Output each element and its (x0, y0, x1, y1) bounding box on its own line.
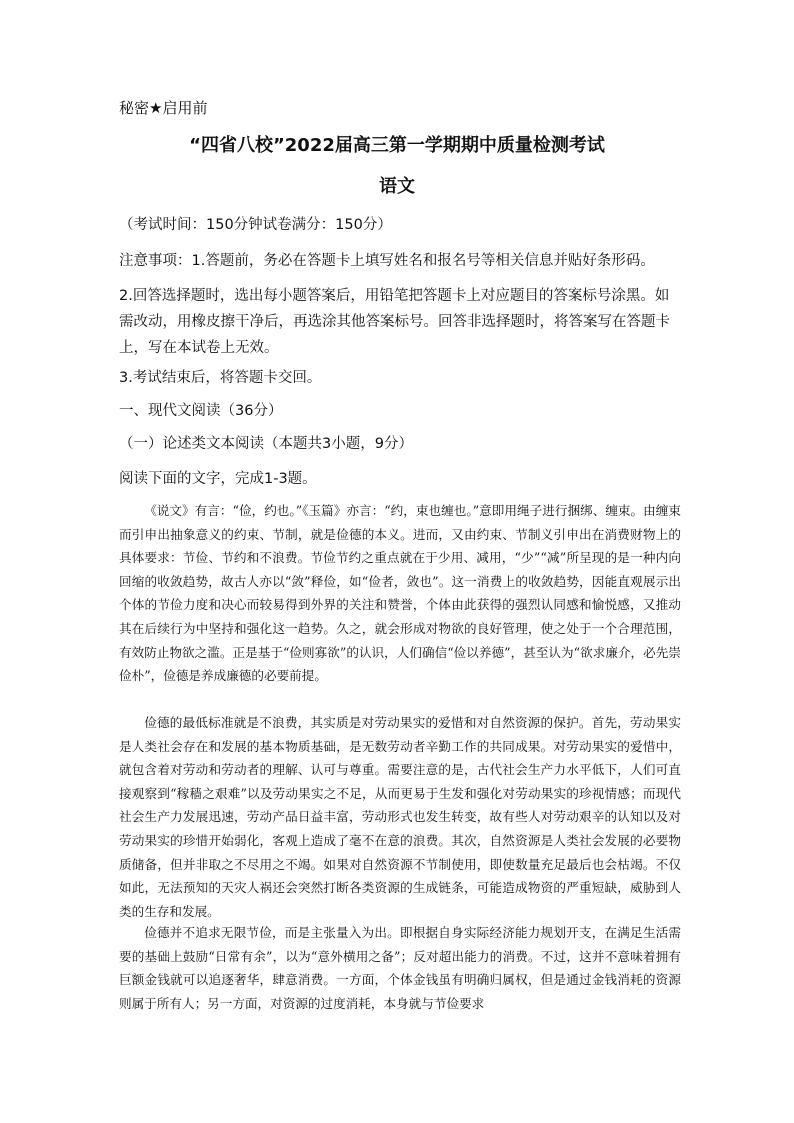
exam-time-info: （考试时间：150分钟试卷满分：150分） (119, 217, 392, 233)
reading-instruction: 阅读下面的文字，完成1-3题。 (119, 471, 317, 487)
exam-title: “四省八校”2022届高三第一学期期中质量检测考试 (189, 135, 605, 156)
section-heading: 一、现代文阅读（36分） (119, 403, 283, 419)
note-1: 注意事项：1.答题前，务必在答题卡上填写姓名和报名号等相关信息并贴好条形码。 (119, 253, 655, 269)
passage-paragraph-1: 《说文》有言：“俭，约也。”《玉篇》亦言：“约，束也缠也。”意即用绳子进行捆绑、缠束。由缠束而引申出抽象意义的约束、节制，就是俭德的本义。进而，又由约束、节制义引申出在消费财物上的具体要求：节俭、节约和不浪费。节俭节约之重点就在于少用、减用，“少”“减”所呈现的是一种内向回缩的收敛趋势，故古人亦以“敛”释俭，如“俭者，敛也”。这一消费上的收敛趋势，因能直观展示出个体的节俭力度和决心而较易得到外界的关注和赞誉，个体由此获得的强烈认同感和愉悦感，又推动其在后续行为中坚持和强化这一趋势。久之，就会形成对物欲的良好管理，使之处于一个合理范围，有效防止物欲之滥。正是基于“俭则寡欲”的认识，人们确信“俭以养德”，甚至认为“欲求廉介，必先崇俭朴”，俭德是养成廉德的必要前提。 (119, 503, 681, 684)
secret-label: 秘密★启用前 (119, 99, 208, 117)
note-3: 3.考试结束后，将答题卡交回。 (119, 370, 322, 386)
subsection-heading: （一）论述类文本阅读（本题共3小题，9分） (119, 436, 413, 452)
passage-paragraph-3: 俭德并不追求无限节俭，而是主张量入为出。即根据自身实际经济能力规划开支，在满足生活需要的基础上鼓励“日常有余”，以为“意外横用之备”；反对超出能力的消费。不过，这并不意味着拥有巨额金钱就可以追逐奢华，肆意消费。一方面，个体金钱虽有明确归属权，但是通过金钱消耗的资源则属于所有人；另一方面，对资源的过度消耗，本身就与节俭要求 (119, 925, 681, 1011)
passage-paragraph-2: 俭德的最低标准就是不浪费，其实质是对劳动果实的爱惜和对自然资源的保护。首先，劳动果实是人类社会存在和发展的基本物质基础，是无数劳动者辛勤工作的共同成果。对劳动果实的爱惜中，就包含着对劳动和劳动者的理解、认可与尊重。需要注意的是，古代社会生产力水平低下，人们可直接观察到“稼穑之艰难”以及劳动果实之不足，从而更易于生发和强化对劳动果实的珍视情感；而现代社会生产力发展迅速，劳动产品日益丰富，劳动形式也发生转变，故有些人对劳动艰辛的认知以及对劳动果实的珍惜开始弱化，客观上造成了毫不在意的浪费。其次，自然资源是人类社会发展的必要物质储备，但并非取之不尽用之不竭。如果对自然资源不节制使用，即使数量充足最后也会枯竭。不仅如此，无法预知的天灾人祸还会突然打断各类资源的生成链条，可能造成物资的严重短缺，威胁到人类的生存和发展。 (119, 715, 681, 919)
note-2: 2.回答选择题时，选出每小题答案后，用铅笔把答题卡上对应题目的答案标号涂黑。如需改动，用橡皮擦干净后，再选涂其他答案标号。回答非选择题时，将答案写在答题卡上，写在本试卷上无效。 (119, 288, 670, 356)
subject-title: 语文 (379, 176, 415, 197)
